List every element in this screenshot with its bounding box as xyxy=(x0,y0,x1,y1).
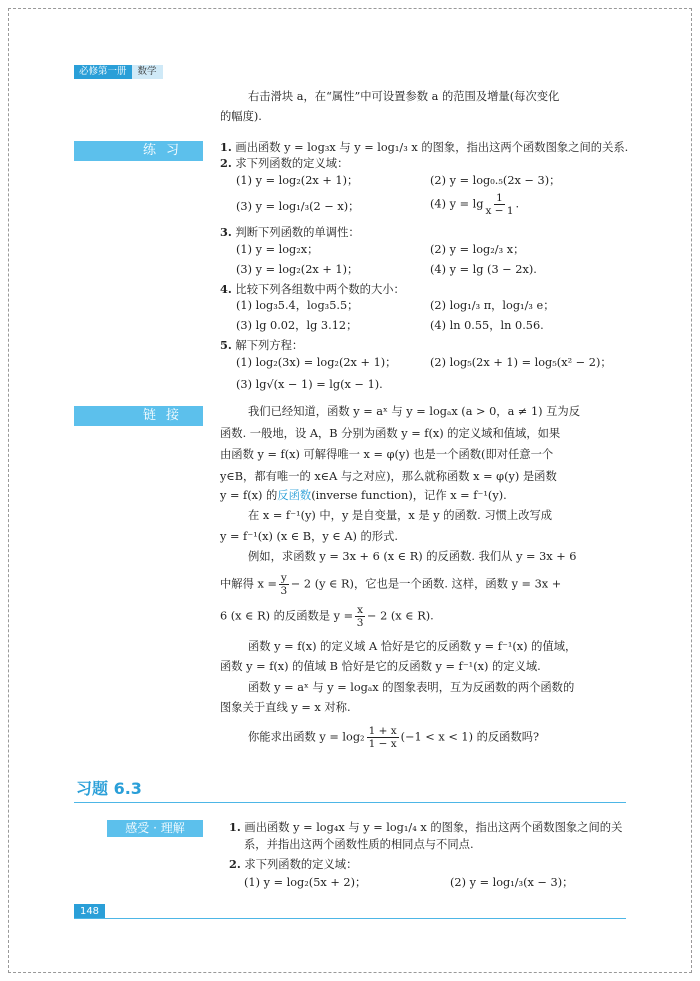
practice-q2 xyxy=(220,155,348,172)
book-label: 必修第一册 xyxy=(74,65,132,79)
practice-q4-1: (1) log₃5.4，log₃5.5； xyxy=(236,299,359,312)
link-line: 由函数 y = f(x) 可解得唯一 x = φ(y) 也是一个函数(即对任意一个 xyxy=(220,448,554,461)
text-segment xyxy=(367,725,399,750)
practice-q4 xyxy=(220,281,405,298)
text-segment: − 2 (y ∈ R)，它也是一个函数. 这样，函数 y = 3x + xyxy=(290,577,562,591)
text-segment: 求下列函数的定义域： xyxy=(244,858,358,871)
link-line: y = f⁻¹(x) (x ∈ B，y ∈ A) 的形式. xyxy=(220,530,398,543)
text-segment: 2. xyxy=(220,156,232,170)
practice-q5-3: (3) lg√(x − 1) = lg(x − 1). xyxy=(236,378,383,391)
link-line: 函数 y = aˣ 与 y = logₐx 的图象表明，互为反函数的两个函数的 xyxy=(248,681,575,694)
exercise-q2-1: (1) y = log₂(5x + 2)； xyxy=(244,876,367,889)
intro-line: 的幅度). xyxy=(220,110,262,123)
practice-q4-2: (2) log₁/₃ π，log₁/₃ e； xyxy=(430,299,555,312)
text-segment: (4) y = lg xyxy=(430,197,484,211)
link-line: 在 x = f⁻¹(y) 中，y 是自变量，x 是 y 的函数. 习惯上改写成 xyxy=(248,509,553,522)
practice-q3-1: (1) y = log₂x； xyxy=(236,243,319,256)
link-line: y∈B，都有唯一的 x∈A 与之对应)，那么就称函数 x = φ(y) 是函数 xyxy=(220,470,557,483)
text-segment: 画出函数 y = log₄x 与 y = log₁/₄ x 的图象，指出这两个函数图象之间的关 xyxy=(244,821,623,834)
subject-label: 数学 xyxy=(132,65,163,79)
section-rule xyxy=(74,802,626,803)
text-segment: 1 + x xyxy=(368,725,397,737)
term-inverse-function: 反函数 xyxy=(277,489,312,502)
intro-line: 右击滑块 a，在“属性”中可设置参数 a 的范围及增量(每次变化 xyxy=(248,90,560,103)
text-segment: x − 1 xyxy=(485,205,514,217)
link-line: 函数 y = f(x) 的值域 B 恰好是它的反函数 y = f⁻¹(x) 的定义域. xyxy=(220,660,541,673)
practice-q3-3: (3) y = log₂(2x + 1)； xyxy=(236,263,359,276)
page-number: 148 xyxy=(74,904,105,919)
link-line xyxy=(220,572,561,597)
text-segment: 1. xyxy=(229,820,241,834)
exercise-q1-cont: 系，并指出这两个函数性质的相同点与不同点. xyxy=(244,838,474,851)
text-segment: (−1 < x < 1) 的反函数吗? xyxy=(400,730,540,744)
link-line xyxy=(248,725,539,750)
practice-q2-1: (1) y = log₂(2x + 1)； xyxy=(236,174,359,187)
link-line: 我们已经知道，函数 y = aˣ 与 y = logₐx (a > 0，a ≠ 1) 互为反 xyxy=(248,405,581,418)
practice-q3 xyxy=(220,224,360,241)
text-segment xyxy=(485,192,513,217)
text-segment: x xyxy=(357,604,364,616)
text-segment: 1. xyxy=(220,140,232,154)
practice-q2-3: (3) y = log₁/₃(2 − x)； xyxy=(236,200,360,213)
footer-rule xyxy=(74,918,626,919)
link-line: 函数. 一般地，设 A，B 分别为函数 y = f(x) 的定义域和值域，如果 xyxy=(220,427,561,440)
exercise-q2-2: (2) y = log₁/₃(x − 3)； xyxy=(450,876,574,889)
text-segment: 1 xyxy=(496,192,503,204)
text-segment: − 2 (x ∈ R). xyxy=(367,609,434,623)
text-segment: 判断下列函数的单调性： xyxy=(235,226,360,239)
text-segment: 3 xyxy=(280,585,288,597)
text-segment: 解下列方程： xyxy=(235,339,304,352)
text-segment: y = f(x) 的 xyxy=(220,489,278,502)
exercise-category-label: 感受 · 理解 xyxy=(107,820,203,837)
exercise-q1 xyxy=(229,819,622,836)
practice-q3-4: (4) y = lg (3 − 2x). xyxy=(430,263,537,276)
text-segment: 你能求出函数 y = log₂ xyxy=(248,730,365,744)
practice-q3-2: (2) y = log₂/₃ x； xyxy=(430,243,525,256)
practice-q4-4: (4) ln 0.55，ln 0.56. xyxy=(430,319,544,332)
text-segment: 2. xyxy=(229,857,241,871)
exercise-q2 xyxy=(229,856,357,873)
text-segment: 画出函数 y = log₃x 与 y = log₁/₃ x 的图象，指出这两个函数图象之间的关系. xyxy=(235,141,629,154)
text-segment: 比较下列各组数中两个数的大小： xyxy=(235,283,405,296)
text-segment: 6 (x ∈ R) 的反函数是 y = xyxy=(220,609,354,623)
link-line xyxy=(220,604,434,629)
link-label: 链接 xyxy=(74,406,203,426)
text-segment xyxy=(279,572,289,597)
practice-q1 xyxy=(220,139,628,156)
text-segment: 5. xyxy=(220,338,232,352)
text-segment: 4. xyxy=(220,282,232,296)
practice-q5-1: (1) log₂(3x) = log₂(2x + 1)； xyxy=(236,356,397,369)
link-line xyxy=(220,488,507,504)
text-segment: 3. xyxy=(220,225,232,239)
text-segment: . xyxy=(515,197,520,211)
text-segment: 1 − x xyxy=(368,738,397,750)
link-line: 图象关于直线 y = x 对称. xyxy=(220,701,351,714)
link-line: 函数 y = f(x) 的定义域 A 恰好是它的反函数 y = f⁻¹(x) 的值域， xyxy=(248,640,577,653)
text-segment xyxy=(355,604,365,629)
practice-q4-3: (3) lg 0.02，lg 3.12； xyxy=(236,319,358,332)
practice-q2-2: (2) y = log₀.₅(2x − 3)； xyxy=(430,174,561,187)
practice-q2-4 xyxy=(430,192,519,217)
section-title: 习题 6.3 xyxy=(76,779,142,798)
text-segment: 求下列函数的定义域： xyxy=(235,157,349,170)
text-segment: y xyxy=(280,572,287,584)
running-header xyxy=(74,65,163,79)
text-segment: (inverse function)，记作 x = f⁻¹(y). xyxy=(311,489,507,502)
text-segment: 中解得 x = xyxy=(220,577,277,591)
practice-label: 练习 xyxy=(74,141,203,161)
text-segment: 3 xyxy=(356,617,364,629)
practice-q5 xyxy=(220,337,303,354)
link-line: 例如，求函数 y = 3x + 6 (x ∈ R) 的反函数. 我们从 y = 3x + 6 xyxy=(248,550,577,563)
practice-q5-2: (2) log₅(2x + 1) = log₅(x² − 2)； xyxy=(430,356,612,369)
